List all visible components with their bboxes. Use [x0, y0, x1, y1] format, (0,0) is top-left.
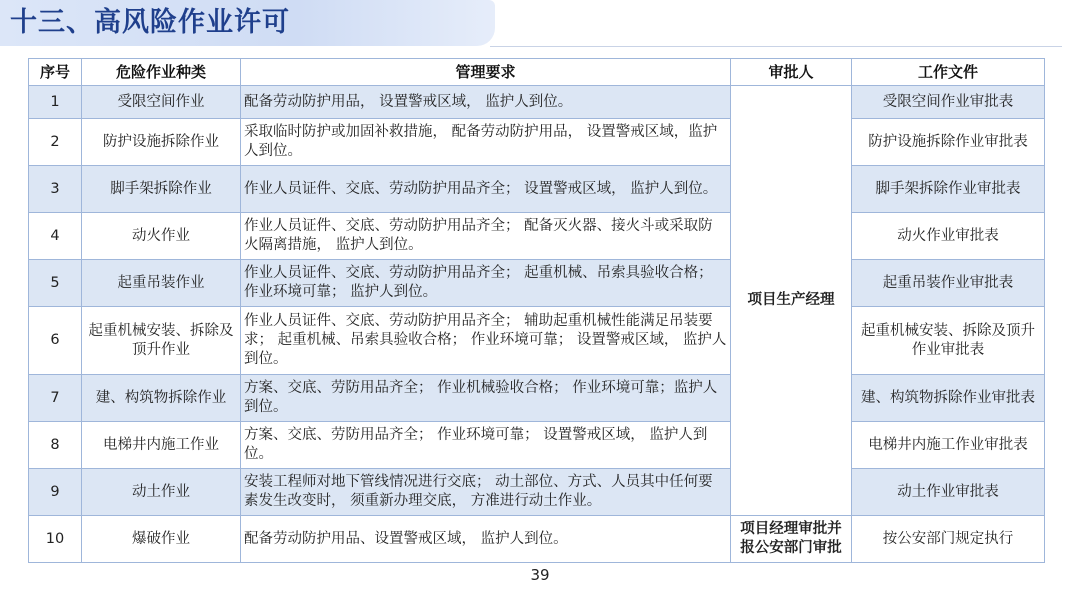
row-document: 脚手架拆除作业审批表	[852, 166, 1045, 213]
row-no: 8	[29, 422, 82, 469]
row-no: 9	[29, 469, 82, 516]
row-document: 电梯井内施工作业审批表	[852, 422, 1045, 469]
table-header-row	[29, 59, 1045, 86]
table-row	[29, 213, 1045, 260]
row-document: 按公安部门规定执行	[852, 516, 1045, 563]
row-type: 脚手架拆除作业	[82, 166, 241, 213]
row-requirements: 作业人员证件、交底、劳动防护用品齐全； 设置警戒区域， 监护人到位。	[241, 166, 731, 213]
header-document: 工作文件	[852, 59, 1045, 86]
table-row	[29, 422, 1045, 469]
row-no: 3	[29, 166, 82, 213]
row-document: 建、构筑物拆除作业审批表	[852, 375, 1045, 422]
table-row	[29, 166, 1045, 213]
approver-main: 项目生产经理	[731, 86, 852, 516]
table-row	[29, 375, 1045, 422]
row-no: 2	[29, 119, 82, 166]
row-type: 动土作业	[82, 469, 241, 516]
row-type: 爆破作业	[82, 516, 241, 563]
row-no: 5	[29, 260, 82, 307]
row-type: 电梯井内施工作业	[82, 422, 241, 469]
row-type: 起重吊装作业	[82, 260, 241, 307]
row-requirements: 作业人员证件、交底、劳动防护用品齐全； 辅助起重机械性能满足吊装要求； 起重机械、吊索具验收合格； 作业环境可靠； 设置警戒区域， 监护人到位。	[241, 307, 731, 375]
row-no: 7	[29, 375, 82, 422]
header-requirements: 管理要求	[241, 59, 731, 86]
permit-table	[28, 58, 1045, 563]
table-row	[29, 516, 1045, 563]
row-type: 受限空间作业	[82, 86, 241, 119]
title-divider	[490, 46, 1062, 47]
row-requirements: 方案、交底、劳防用品齐全； 作业机械验收合格； 作业环境可靠；监护人到位。	[241, 375, 731, 422]
header-no: 序号	[29, 59, 82, 86]
row-document: 防护设施拆除作业审批表	[852, 119, 1045, 166]
row-document: 起重机械安装、拆除及顶升作业审批表	[852, 307, 1045, 375]
approver-blasting: 项目经理审批并报公安部门审批	[731, 516, 852, 563]
page-title: 十三、高风险作业许可	[10, 7, 290, 38]
row-type: 防护设施拆除作业	[82, 119, 241, 166]
row-no: 4	[29, 213, 82, 260]
row-requirements: 作业人员证件、交底、劳动防护用品齐全； 配备灭火器、接火斗或采取防火隔离措施， 监护人到位。	[241, 213, 731, 260]
row-type: 建、构筑物拆除作业	[82, 375, 241, 422]
table-row	[29, 260, 1045, 307]
row-requirements: 作业人员证件、交底、劳动防护用品齐全； 起重机械、吊索具验收合格； 作业环境可靠； 监护人到位。	[241, 260, 731, 307]
row-requirements: 安装工程师对地下管线情况进行交底； 动土部位、方式、人员其中任何要素发生改变时， 须重新办理交底， 方准进行动土作业。	[241, 469, 731, 516]
row-type: 起重机械安装、拆除及顶升作业	[82, 307, 241, 375]
header-approver: 审批人	[731, 59, 852, 86]
row-requirements: 采取临时防护或加固补救措施， 配备劳动防护用品， 设置警戒区域，监护人到位。	[241, 119, 731, 166]
table-row	[29, 119, 1045, 166]
row-requirements: 方案、交底、劳防用品齐全； 作业环境可靠； 设置警戒区域， 监护人到位。	[241, 422, 731, 469]
table-row	[29, 469, 1045, 516]
row-document: 动土作业审批表	[852, 469, 1045, 516]
row-document: 起重吊装作业审批表	[852, 260, 1045, 307]
title-banner	[0, 0, 495, 46]
row-type: 动火作业	[82, 213, 241, 260]
row-document: 受限空间作业审批表	[852, 86, 1045, 119]
page-number: 39	[530, 566, 550, 584]
row-no: 10	[29, 516, 82, 563]
row-no: 1	[29, 86, 82, 119]
row-requirements: 配备劳动防护用品， 设置警戒区域， 监护人到位。	[241, 86, 731, 119]
header-type: 危险作业种类	[82, 59, 241, 86]
table-row	[29, 86, 1045, 119]
row-no: 6	[29, 307, 82, 375]
table-row	[29, 307, 1045, 375]
row-document: 动火作业审批表	[852, 213, 1045, 260]
row-requirements: 配备劳动防护用品、设置警戒区域， 监护人到位。	[241, 516, 731, 563]
